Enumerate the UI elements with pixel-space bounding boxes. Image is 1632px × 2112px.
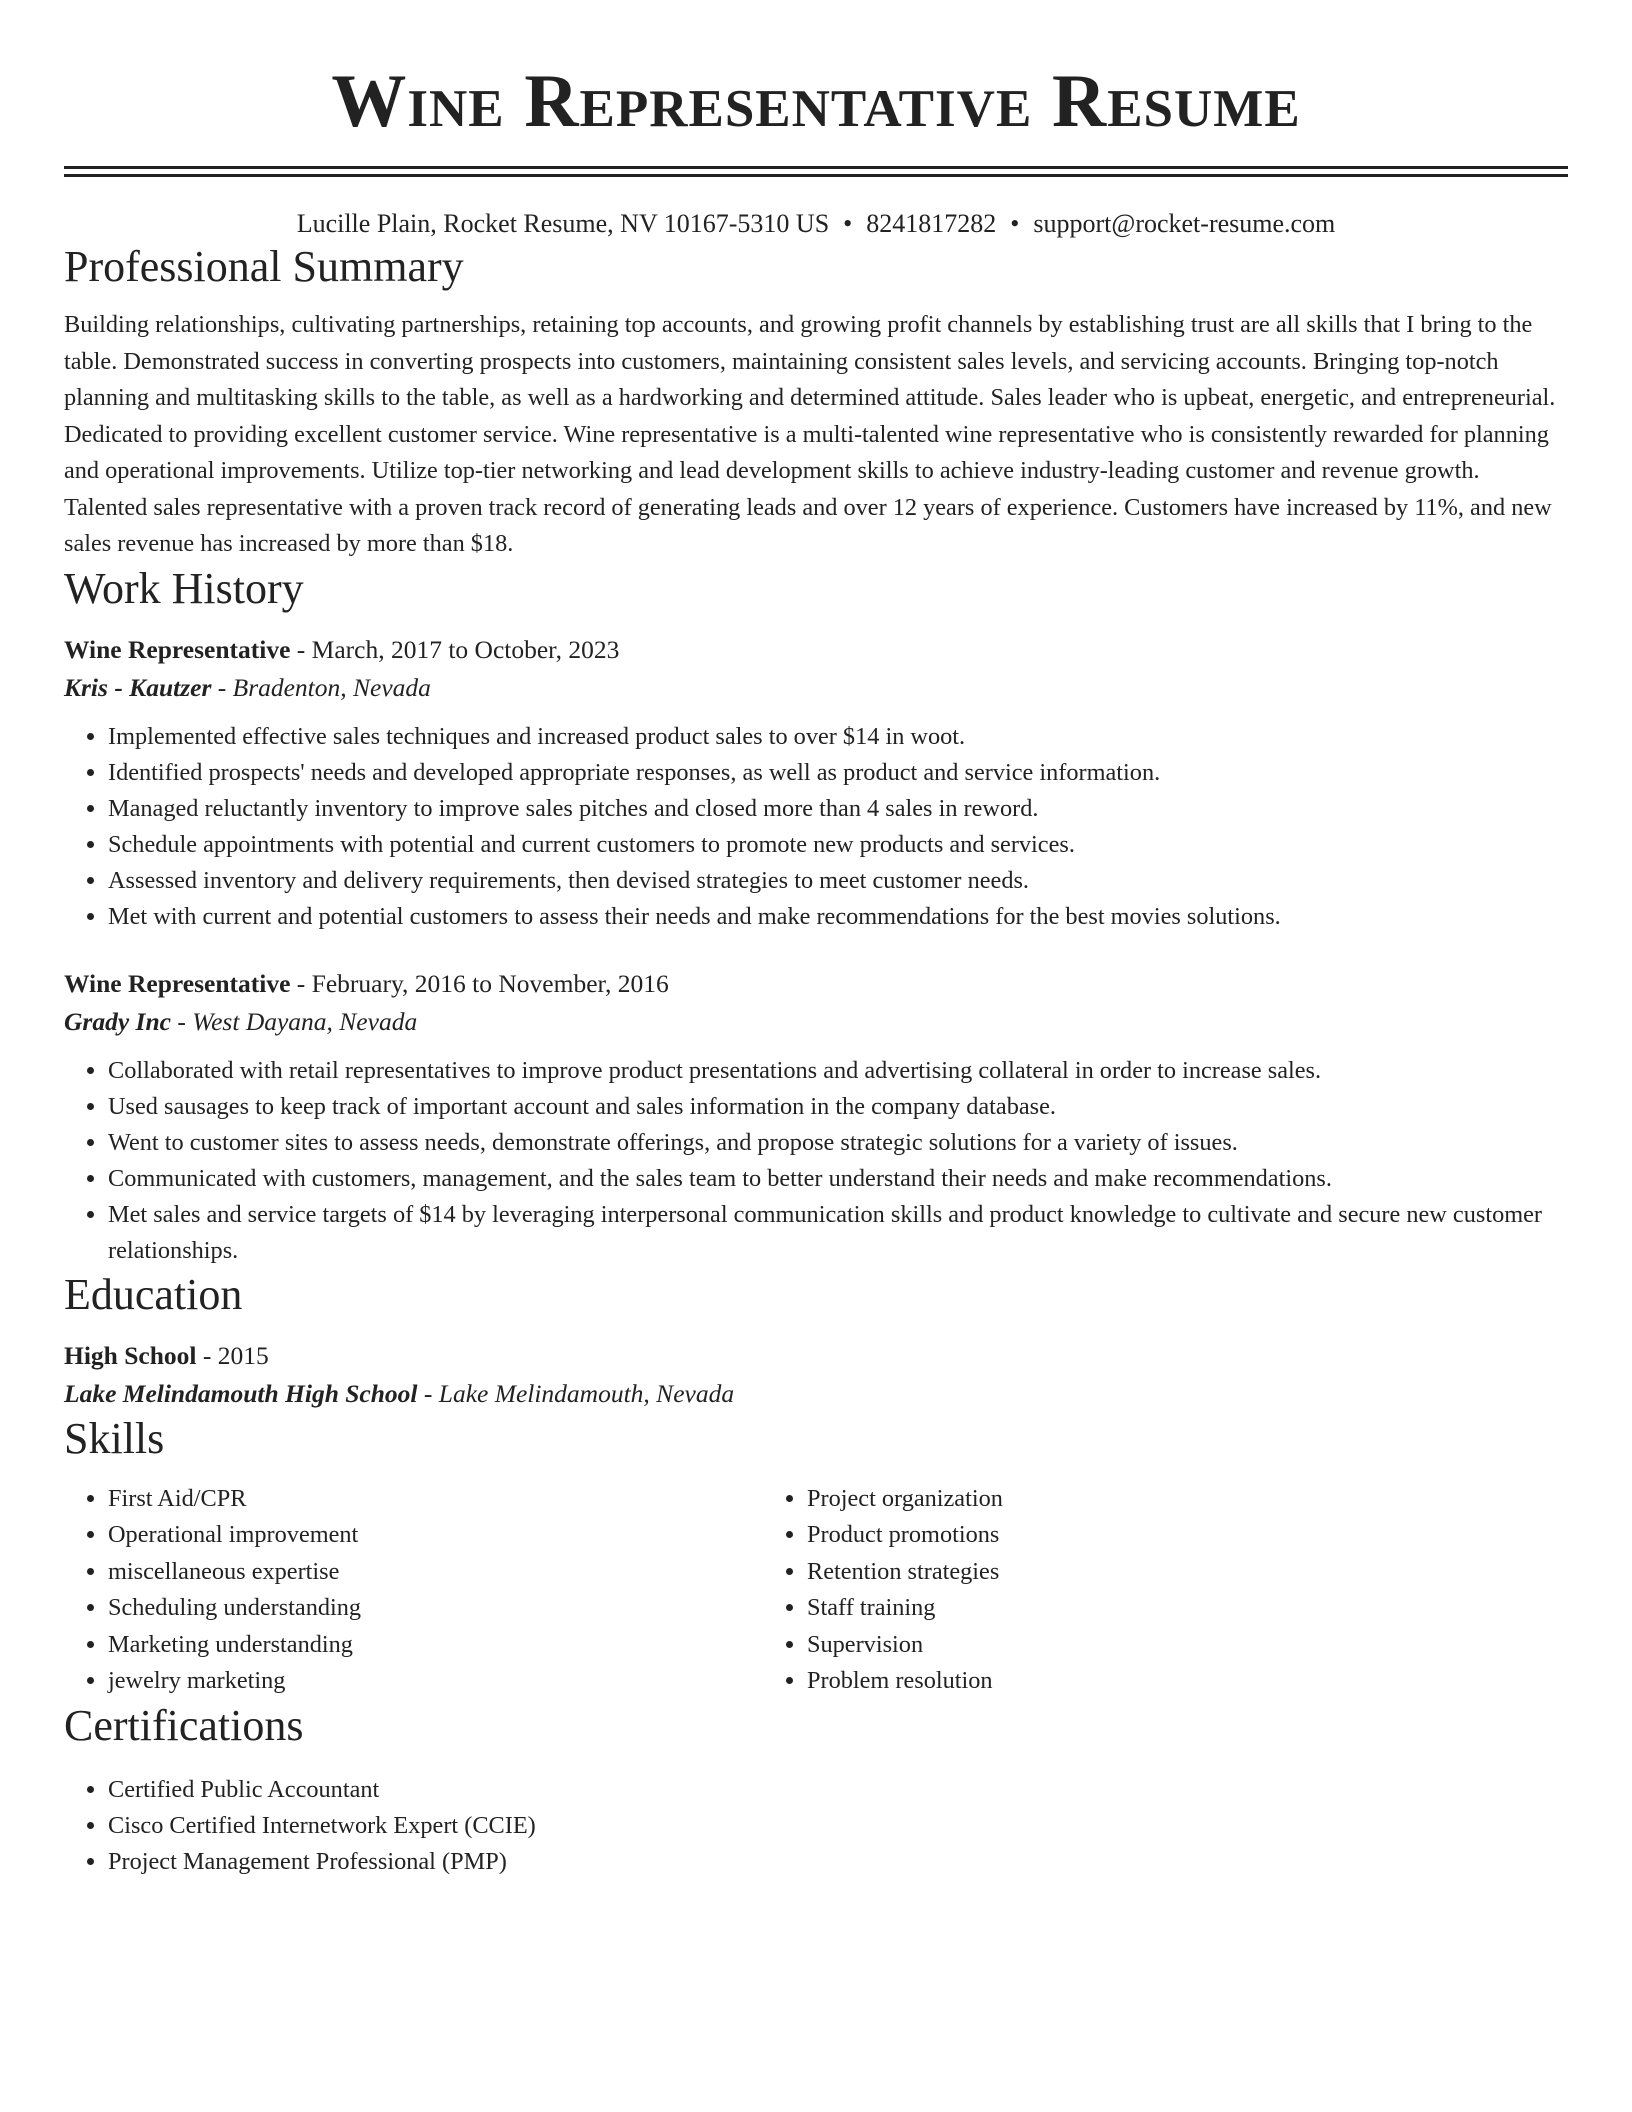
job-bullets (64, 719, 1568, 935)
section-heading-summary: Professional Summary (64, 242, 464, 291)
education-degree-line (64, 1337, 1568, 1375)
job-bullets (64, 1053, 1568, 1269)
resume-title: Wine Representative Resume (331, 60, 1301, 143)
skill-item: • Project organization (807, 1481, 1568, 1518)
title-divider (64, 166, 1568, 177)
contact-email: support@rocket-resume.com (1033, 209, 1336, 238)
skill-item: • jewelry marketing (108, 1663, 763, 1700)
job-location: - Bradenton, Nevada (211, 672, 431, 702)
section-heading-skills: Skills (64, 1413, 165, 1463)
list-item: • Met sales and service targets of $14 by leveraging interpersonal communication skills and product knowledge to cultivate and secure new customer relationships. (108, 1197, 1568, 1269)
skill-item: • Supervision (807, 1627, 1568, 1664)
certification-item: • Certified Public Accountant (108, 1772, 1568, 1808)
certifications-list (64, 1772, 1568, 1880)
list-item: • Implemented effective sales techniques and increased product sales to over $14 in woot. (108, 719, 1568, 755)
contact-address: Lucille Plain, Rocket Resume, NV 10167-5310 US (296, 209, 830, 238)
certification-item: • Cisco Certified Internetwork Expert (CCIE) (108, 1808, 1568, 1844)
job-company: Grady Inc (64, 1006, 171, 1036)
section-heading-certifications: Certifications (64, 1700, 304, 1750)
skills-list-right (763, 1481, 1568, 1700)
education-school-line (64, 1375, 1568, 1413)
job-company-line (64, 669, 1568, 707)
education-year: - 2015 (196, 1340, 269, 1370)
skill-item: • Problem resolution (807, 1663, 1568, 1700)
skill-item: • miscellaneous expertise (108, 1554, 763, 1591)
job-entry (64, 965, 1568, 1269)
list-item: • Met with current and potential customers to assess their needs and make recommendations for the best movies solutions. (108, 899, 1568, 935)
section-heading-education: Education (64, 1269, 243, 1319)
job-company: Kris - Kautzer (64, 672, 212, 702)
contact-line (64, 207, 1568, 241)
contact-separator: • (1010, 209, 1020, 238)
skill-item: • Retention strategies (807, 1554, 1568, 1591)
skill-item: • Marketing understanding (108, 1627, 763, 1664)
list-item: • Collaborated with retail representatives to improve product presentations and advertising collateral in order to increase sales. (108, 1053, 1568, 1089)
job-dates: - February, 2016 to November, 2016 (290, 968, 669, 998)
contact-separator: • (843, 209, 853, 238)
list-item: • Schedule appointments with potential and current customers to promote new products and services. (108, 827, 1568, 863)
contact-phone: 8241817282 (866, 209, 997, 238)
job-title: Wine Representative (64, 968, 291, 998)
list-item: • Identified prospects' needs and developed appropriate responses, as well as product and service information. (108, 755, 1568, 791)
job-entry (64, 631, 1568, 935)
certification-item: • Project Management Professional (PMP) (108, 1844, 1568, 1880)
education-degree: High School (64, 1340, 197, 1370)
job-title: Wine Representative (64, 634, 291, 664)
education-location: - Lake Melindamouth, Nevada (417, 1378, 735, 1408)
job-company-line (64, 1003, 1568, 1041)
skills-grid (64, 1481, 1568, 1700)
skill-item: • First Aid/CPR (108, 1481, 763, 1518)
education-school: Lake Melindamouth High School (64, 1378, 418, 1408)
section-heading-work-history: Work History (64, 563, 304, 613)
list-item: • Assessed inventory and delivery requirements, then devised strategies to meet customer needs. (108, 863, 1568, 899)
job-dates: - March, 2017 to October, 2023 (290, 634, 620, 664)
skill-item: • Product promotions (807, 1517, 1568, 1554)
list-item: • Communicated with customers, management, and the sales team to better understand their needs and make recommendations. (108, 1161, 1568, 1197)
job-title-line (64, 965, 1568, 1003)
summary-text: Building relationships, cultivating partnerships, retaining top accounts, and growing profit channels by establishing trust are all skills that I bring to the table. Demonstrated success in converting prospects into customers, maintaining consistent sales levels, and servicing accounts. Bringing top-notch planning and multitasking skills to the table, as well as a hardworking and determined attitude. Sales leader who is upbeat, energetic, and entrepreneurial. Dedicated to providing excellent customer service. Wine representative is a multi-talented wine representative who is consistently rewarded for planning and operational improvements. Utilize top-tier networking and lead development skills to achieve industry-leading customer and revenue growth. Talented sales representative with a proven track record of generating leads and over 12 years of experience. Customers have increased by 11%, and new sales revenue has increased by more than $18. (64, 311, 1556, 557)
list-item: • Used sausages to keep track of important account and sales information in the company database. (108, 1089, 1568, 1125)
job-title-line (64, 631, 1568, 669)
skill-item: • Staff training (807, 1590, 1568, 1627)
list-item: • Managed reluctantly inventory to improve sales pitches and closed more than 4 sales in reword. (108, 791, 1568, 827)
skills-list-left (64, 1481, 763, 1700)
skill-item: • Scheduling understanding (108, 1590, 763, 1627)
education-entry (64, 1337, 1568, 1413)
skill-item: • Operational improvement (108, 1517, 763, 1554)
list-item: • Went to customer sites to assess needs, demonstrate offerings, and propose strategic solutions for a variety of issues. (108, 1125, 1568, 1161)
job-location: - West Dayana, Nevada (170, 1006, 418, 1036)
